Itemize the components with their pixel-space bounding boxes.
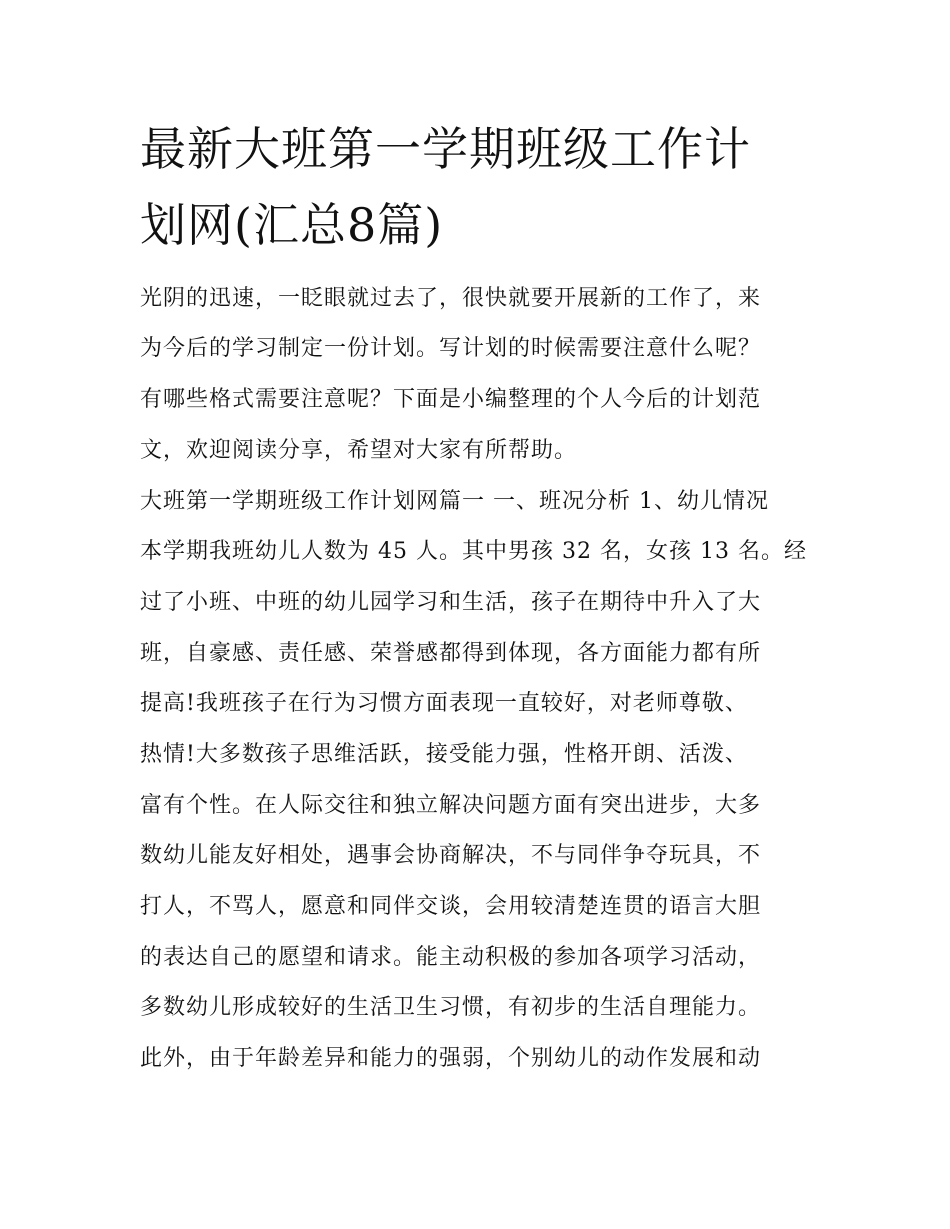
body-line-2: 本学期我班幼儿人数为 45 人。其中男孩 32 名，女孩 13 名。经 — [140, 539, 807, 564]
body-line-6: 热情!大多数孩子思维活跃，接受能力强，性格开朗、活泼、 — [140, 742, 748, 767]
document-title-line-1: 最新大班第一学期班级工作计 — [140, 122, 751, 176]
body-line-4: 班，自豪感、责任感、荣誉感都得到体现，各方面能力都有所 — [140, 641, 762, 666]
body-line-7: 富有个性。在人际交往和独立解决问题方面有突出进步，大多 — [140, 793, 762, 818]
body-line-11: 多数幼儿形成较好的生活卫生习惯，有初步的生活自理能力。 — [140, 995, 762, 1020]
intro-line-4: 文，欢迎阅读分享，希望对大家有所帮助。 — [140, 438, 578, 463]
body-line-12: 此外，由于年龄差异和能力的强弱，个别幼儿的动作发展和动 — [140, 1046, 762, 1071]
body-line-1: 大班第一学期班级工作计划网篇一 一、班况分析 1、幼儿情况 — [140, 489, 769, 514]
body-line-5: 提高!我班孩子在行为习惯方面表现一直较好，对老师尊敬、 — [140, 691, 748, 716]
intro-line-2: 为今后的学习制定一份计划。写计划的时候需要注意什么呢？ — [140, 336, 762, 361]
body-line-10: 的表达自己的愿望和请求。能主动积极的参加各项学习活动， — [140, 945, 762, 970]
body-line-8: 数幼儿能友好相处，遇事会协商解决，不与同伴争夺玩具，不 — [140, 843, 762, 868]
body-line-3: 过了小班、中班的幼儿园学习和生活，孩子在期待中升入了大 — [140, 590, 762, 615]
intro-line-3: 有哪些格式需要注意呢？下面是小编整理的个人今后的计划范 — [140, 387, 762, 412]
document-title-line-2: 划网(汇总8篇) — [140, 198, 444, 252]
intro-line-1: 光阴的迅速，一眨眼就过去了，很快就要开展新的工作了，来 — [140, 286, 762, 311]
body-line-9: 打人，不骂人，愿意和同伴交谈，会用较清楚连贯的语言大胆 — [140, 894, 762, 919]
